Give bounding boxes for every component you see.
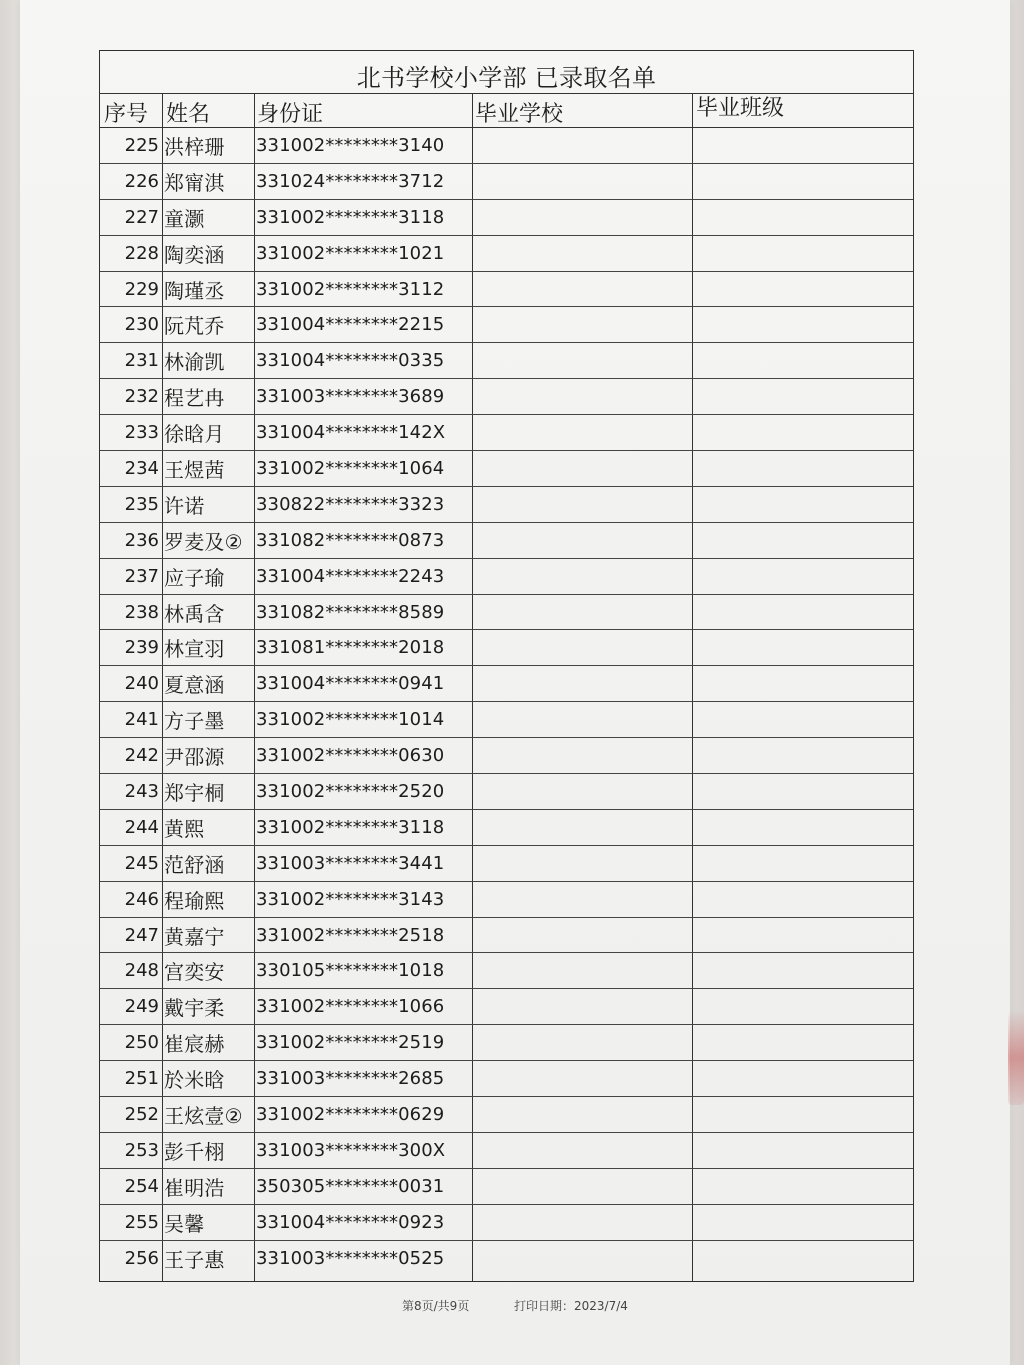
student-id: 331004********0941 [256,673,445,695]
table-row [100,1241,913,1277]
graduate-class [694,738,913,773]
graduate-school [473,810,692,845]
student-id: 331081********2018 [256,637,445,659]
student-name: 许诺 [164,493,205,518]
student-name: 方子墨 [164,709,225,734]
graduate-class [694,307,913,342]
student-id: 331002********1066 [256,996,445,1018]
table-row [100,164,913,200]
row-index: 227 [124,206,159,228]
header-name: 姓名 [166,102,211,127]
table-row [100,343,913,379]
graduate-school [473,953,692,988]
graduate-class [694,379,913,414]
student-id: 331002********3143 [256,888,445,910]
student-name: 洪梓珊 [164,134,225,159]
student-name: 程艺冉 [164,386,225,411]
student-id: 331003********3441 [256,852,445,874]
graduate-class [694,1097,913,1132]
graduate-school [473,307,692,342]
student-id: 331003********300X [256,1139,446,1161]
graduate-school [473,379,692,414]
graduate-class [694,1241,913,1277]
header-id: 身份证 [257,102,324,127]
graduate-class [694,918,913,953]
student-name: 夏意涵 [164,673,225,698]
graduate-school [473,1025,692,1060]
student-id: 331003********0525 [256,1248,445,1270]
row-index: 234 [124,457,159,479]
graduate-school [473,415,692,450]
graduate-class [694,882,913,917]
graduate-class [694,236,913,271]
row-index: 247 [124,924,159,946]
row-index: 253 [124,1139,159,1161]
student-name: 王子惠 [164,1248,225,1273]
graduate-school [473,882,692,917]
student-id: 331002********0630 [256,745,445,767]
student-id: 331002********2519 [256,1032,445,1054]
row-index: 252 [124,1103,159,1125]
graduate-class [694,989,913,1024]
table-row [100,918,913,954]
student-name: 王炫壹② [164,1103,243,1128]
student-id: 330822********3323 [256,493,445,515]
graduate-school [473,487,692,522]
graduate-school [473,272,692,307]
admission-table [99,50,914,1282]
row-index: 233 [124,422,159,444]
row-index: 237 [124,565,159,587]
table-row [100,1133,913,1169]
table-row [100,272,913,308]
row-index: 240 [124,673,159,695]
student-id: 331082********0873 [256,529,445,551]
student-id: 331002********2518 [256,924,445,946]
row-index: 226 [124,170,159,192]
table-row [100,595,913,631]
graduate-school [473,918,692,953]
graduate-class [694,1025,913,1060]
graduate-school [473,1169,692,1204]
graduate-school [473,702,692,737]
graduate-class [694,666,913,701]
student-id: 331002********3118 [256,816,445,838]
row-index: 251 [124,1068,159,1090]
student-id: 331004********142X [256,422,446,444]
student-name: 崔宸赫 [164,1032,225,1057]
row-index: 238 [124,601,159,623]
student-id: 331004********0335 [256,350,445,372]
graduate-school [473,164,692,199]
row-index: 246 [124,888,159,910]
page-title: 北书学校小学部 已录取名单 [356,64,657,92]
table-row [100,774,913,810]
graduate-school [473,1061,692,1096]
table-row [100,415,913,451]
row-index: 249 [124,996,159,1018]
graduate-class [694,164,913,199]
student-name: 范舒涵 [164,852,225,877]
student-id: 331004********2215 [256,314,445,336]
row-index: 228 [124,242,159,264]
graduate-school [473,128,692,163]
student-name: 林渝凯 [164,350,225,375]
student-id: 331002********2520 [256,780,445,802]
student-name: 陶瑾丞 [164,278,225,303]
student-name: 郑甯淇 [164,170,225,195]
student-id: 331002********1021 [256,242,445,264]
student-id: 331003********3689 [256,386,445,408]
row-index: 235 [124,493,159,515]
print-date: 打印日期：2023/7/4 [514,1299,628,1313]
student-id: 350305********0031 [256,1175,445,1197]
student-name: 应子瑜 [164,565,225,590]
graduate-school [473,523,692,558]
table-row [100,379,913,415]
student-id: 330105********1018 [256,960,445,982]
table-body [100,128,913,1277]
graduate-class [694,846,913,881]
student-name: 尹邵源 [164,745,225,770]
graduate-school [473,846,692,881]
graduate-class [694,1061,913,1096]
student-name: 彭千栩 [164,1139,225,1164]
table-row [100,559,913,595]
table-row [100,702,913,738]
row-index: 255 [124,1211,159,1233]
graduate-class [694,810,913,845]
row-index: 239 [124,637,159,659]
graduate-class [694,343,913,378]
table-row [100,630,913,666]
table-row [100,738,913,774]
graduate-school [473,1241,692,1277]
table-row [100,128,913,164]
student-id: 331004********0923 [256,1211,445,1233]
graduate-class [694,415,913,450]
graduate-school [473,451,692,486]
row-index: 254 [124,1175,159,1197]
student-name: 阮芃乔 [164,314,225,339]
graduate-school [473,738,692,773]
row-index: 241 [124,709,159,731]
student-id: 331024********3712 [256,170,445,192]
row-index: 250 [124,1032,159,1054]
student-name: 陶奕涵 [164,242,225,267]
header-school: 毕业学校 [475,102,564,127]
page-number: 第8页/共9页 [402,1299,470,1313]
graduate-class [694,200,913,235]
student-name: 王煜茜 [164,457,225,482]
graduate-class [694,1205,913,1240]
graduate-class [694,272,913,307]
row-index: 232 [124,386,159,408]
table-row [100,1025,913,1061]
row-index: 231 [124,350,159,372]
table-row [100,989,913,1025]
row-index: 229 [124,278,159,300]
graduate-class [694,953,913,988]
table-row [100,236,913,272]
table-row [100,953,913,989]
graduate-class [694,487,913,522]
header-index: 序号 [104,102,149,127]
student-id: 331003********2685 [256,1068,445,1090]
row-index: 236 [124,529,159,551]
student-name: 郑宇桐 [164,780,225,805]
table-row [100,810,913,846]
graduate-school [473,236,692,271]
graduate-school [473,595,692,630]
graduate-class [694,559,913,594]
title-separator [100,93,913,94]
row-index: 245 [124,852,159,874]
student-id: 331002********3112 [256,278,445,300]
table-row [100,1061,913,1097]
table-row [100,523,913,559]
graduate-class [694,774,913,809]
table-row [100,1097,913,1133]
graduate-school [473,200,692,235]
table-row [100,882,913,918]
student-name: 黄嘉宁 [164,924,225,949]
student-id: 331004********2243 [256,565,445,587]
row-index: 230 [124,314,159,336]
student-id: 331002********3140 [256,134,445,156]
graduate-school [473,774,692,809]
graduate-school [473,666,692,701]
student-name: 吴馨 [164,1211,205,1236]
graduate-class [694,702,913,737]
row-index: 242 [124,745,159,767]
table-row [100,451,913,487]
row-index: 225 [124,134,159,156]
graduate-class [694,1169,913,1204]
student-name: 徐晗月 [164,422,225,447]
student-name: 戴宇柔 [164,996,225,1021]
table-row [100,666,913,702]
row-index: 248 [124,960,159,982]
student-id: 331082********8589 [256,601,445,623]
row-index: 256 [124,1248,159,1270]
student-name: 程瑜熙 [164,888,225,913]
row-index: 244 [124,816,159,838]
graduate-class [694,451,913,486]
table-row [100,846,913,882]
student-name: 崔明浩 [164,1175,225,1200]
student-name: 童灏 [164,206,205,231]
table-row [100,1169,913,1205]
student-id: 331002********3118 [256,206,445,228]
student-id: 331002********1064 [256,457,445,479]
student-name: 罗麦及② [164,529,243,554]
table-row [100,200,913,236]
graduate-school [473,343,692,378]
graduate-school [473,1133,692,1168]
header-class: 毕业班级 [696,96,785,121]
graduate-school [473,989,692,1024]
graduate-school [473,1205,692,1240]
table-row [100,1205,913,1241]
student-name: 宫奕安 [164,960,225,985]
graduate-class [694,595,913,630]
graduate-class [694,1133,913,1168]
graduate-school [473,630,692,665]
student-name: 黄熙 [164,816,205,841]
table-row [100,487,913,523]
student-id: 331002********0629 [256,1103,445,1125]
student-name: 林宣羽 [164,637,225,662]
student-id: 331002********1014 [256,709,445,731]
student-name: 於米晗 [164,1068,225,1093]
graduate-school [473,1097,692,1132]
student-name: 林禹含 [164,601,225,626]
graduate-class [694,128,913,163]
row-index: 243 [124,780,159,802]
graduate-class [694,523,913,558]
graduate-class [694,630,913,665]
table-row [100,307,913,343]
graduate-school [473,559,692,594]
red-edge-mark [1008,1010,1024,1105]
